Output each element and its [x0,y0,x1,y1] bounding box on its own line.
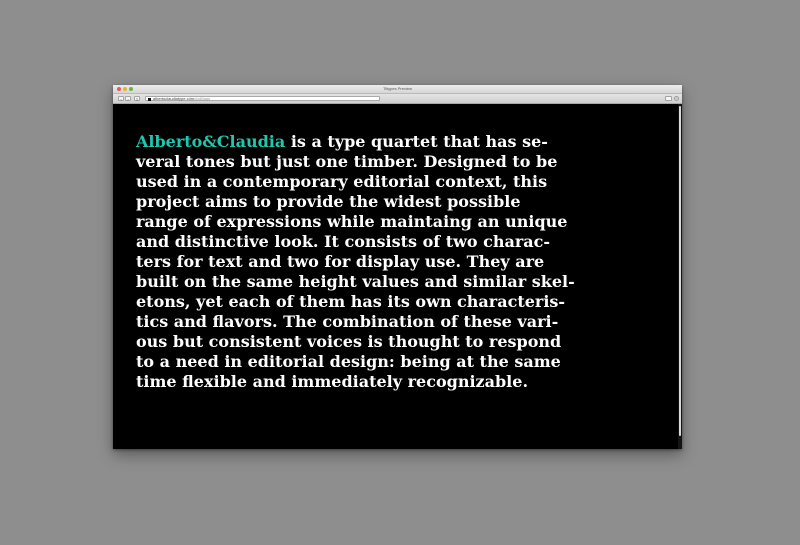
vertical-scrollbar[interactable] [678,104,682,449]
text-line: range of expressions while maintaing an unique [136,212,568,231]
scrollbar-thumb[interactable] [679,106,681,436]
browser-toolbar [113,94,682,104]
back-button[interactable]: ‹ [118,96,124,101]
share-icon[interactable]: ⇪ [135,97,139,102]
title-bar [113,85,682,94]
address-bar[interactable] [145,96,380,101]
page-content [136,132,656,392]
text-line: and distinctive look. It consists of two charac- [136,232,551,251]
text-line: project aims to provide the widest possible [136,192,521,211]
text-line: veral tones but just one timber. Designed to be [136,152,558,171]
text-line: ters for text and two for display use. They are [136,252,545,271]
brand-name: Alberto&Claudia [136,132,286,151]
text-line: time flexible and immediately recognizable. [136,372,529,391]
text-line: ous but consistent voices is thought to respond [136,332,562,351]
forward-button[interactable]: › [125,96,131,101]
reader-icon[interactable] [665,96,672,101]
text-line: built on the same height values and similar skel- [136,272,575,291]
url-domain: albertoclaudiatype.com [153,96,195,101]
url-text [153,96,210,101]
text-line: tics and flavors. The combination of these vari- [136,312,559,331]
text-line-segment: is a type quartet that has se- [285,132,548,151]
text-line: used in a contemporary editorial context, this [136,172,548,191]
downloads-icon[interactable] [674,96,679,101]
text-line: to a need in editorial design: being at the same [136,352,561,371]
intro-paragraph [136,132,656,392]
browser-window [113,85,682,449]
window-title: Tiltypes Preview [383,86,412,91]
text-line [136,132,656,152]
text-line: etons, yet each of them has its own characteris- [136,292,566,311]
url-path: /#all/tags [194,96,211,101]
site-favicon-icon [148,98,151,101]
